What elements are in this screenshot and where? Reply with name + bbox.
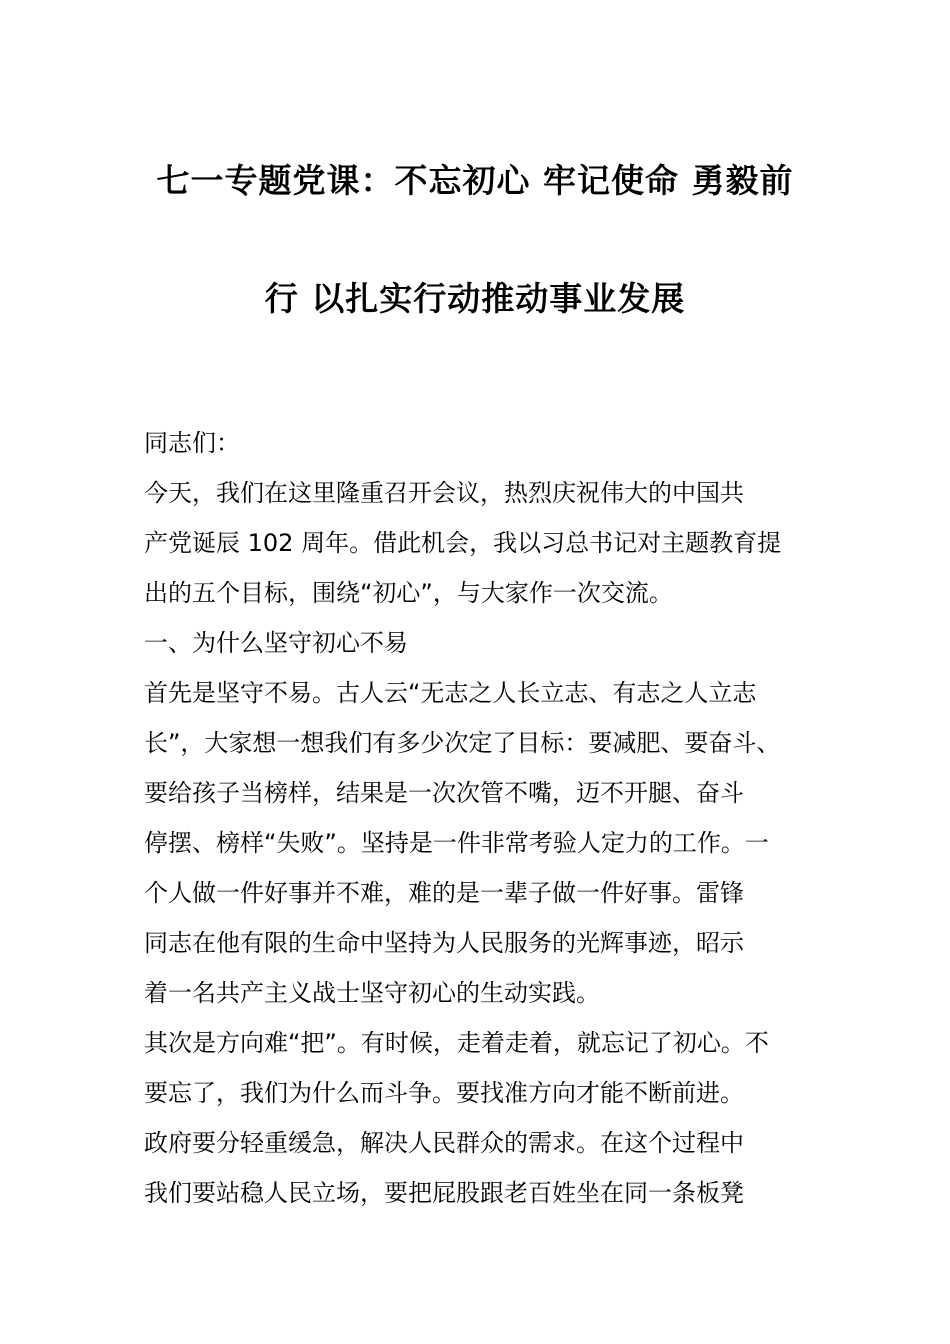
paragraph-line: 长”，大家想一想我们有多少次定了目标：要减肥、要奋斗、	[144, 729, 781, 757]
paragraph-line: 同志在他有限的生命中坚持为人民服务的光辉事迹，昭示	[144, 929, 744, 957]
paragraph-line: 要给孩子当榜样，结果是一次次管不嘴，迈不开腿、奋斗	[144, 779, 744, 807]
paragraph-line: 停摆、榜样“失败”。坚持是一件非常考验人定力的工作。一	[144, 829, 769, 857]
paragraph-line: 出的五个目标，围绕“初心”，与大家作一次交流。	[144, 579, 673, 607]
section-heading: 一、为什么坚守初心不易	[144, 629, 408, 657]
document-title-line-2: 行 以扎实行动推动事业发展	[264, 279, 686, 318]
paragraph-line: 我们要站稳人民立场，要把屁股跟老百姓坐在同一条板凳	[144, 1179, 744, 1207]
paragraph-line: 首先是坚守不易。古人云“无志之人长立志、有志之人立志	[144, 679, 757, 707]
paragraph-line: 要忘了，我们为什么而斗争。要找准方向才能不断前进。	[144, 1079, 744, 1107]
paragraph-line: 产党诞辰 102 周年。借此机会，我以习总书记对主题教育提	[144, 529, 782, 557]
document-title-line-1: 七一专题党课：不忘初心 牢记使命 勇毅前	[156, 161, 794, 200]
paragraph-line: 个人做一件好事并不难，难的是一辈子做一件好事。雷锋	[144, 879, 744, 907]
paragraph-line: 政府要分轻重缓急，解决人民群众的需求。在这个过程中	[144, 1129, 744, 1157]
paragraph-line: 其次是方向难“把”。有时候，走着走着，就忘记了初心。不	[144, 1029, 769, 1057]
paragraph-line: 着一名共产主义战士坚守初心的生动实践。	[144, 979, 600, 1007]
paragraph-line: 今天，我们在这里隆重召开会议，热烈庆祝伟大的中国共	[144, 479, 744, 507]
salutation: 同志们：	[144, 429, 240, 457]
document-body	[144, 418, 814, 1218]
